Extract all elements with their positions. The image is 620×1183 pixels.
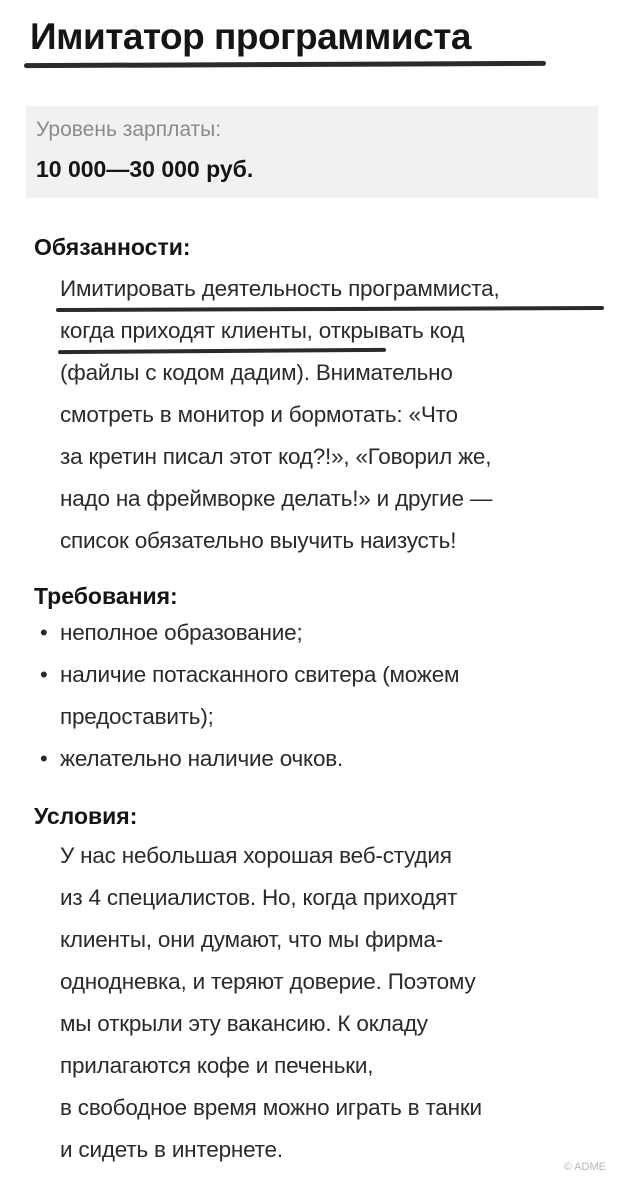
duties-heading: Обязанности: xyxy=(34,234,191,260)
duties-line: когда приходят клиенты, открывать код xyxy=(60,318,465,343)
duties-underline-1 xyxy=(56,306,604,312)
page-title: Имитатор программиста xyxy=(30,16,471,57)
conditions-line: прилагаются кофе и печеньки, xyxy=(60,1053,374,1078)
conditions-line: и сидеть в интернете. xyxy=(60,1137,283,1162)
conditions-line: из 4 специалистов. Но, когда приходят xyxy=(60,885,458,910)
watermark: © ADME xyxy=(563,1161,606,1173)
duties-line: надо на фреймворке делать!» и другие — xyxy=(60,486,493,511)
conditions-heading: Условия: xyxy=(34,803,138,829)
requirements-item-continuation: предоставить); xyxy=(60,704,214,729)
duties-line: Имитировать деятельность программиста, xyxy=(60,276,500,301)
duties-line: список обязательно выучить наизусть! xyxy=(60,528,457,553)
bullet-marker: • xyxy=(40,662,48,687)
conditions-line: У нас небольшая хорошая веб-студия xyxy=(60,843,452,868)
duties-underline-2 xyxy=(58,348,386,354)
requirements-item: наличие потасканного свитера (можем xyxy=(60,662,460,687)
conditions-line: однодневка, и теряют доверие. Поэтому xyxy=(60,969,476,994)
requirements-item: неполное образование; xyxy=(60,620,303,645)
conditions-line: клиенты, они думают, что мы фирма- xyxy=(60,927,443,952)
salary-box xyxy=(26,106,598,198)
salary-value: 10 000—30 000 руб. xyxy=(36,156,254,182)
duties-line: (файлы с кодом дадим). Внимательно xyxy=(60,360,453,385)
salary-label: Уровень зарплаты: xyxy=(36,118,222,141)
requirements-heading: Требования: xyxy=(34,583,178,609)
duties-line: смотреть в монитор и бормотать: «Что xyxy=(60,402,458,427)
requirements-item: желательно наличие очков. xyxy=(60,746,344,771)
duties-line: за кретин писал этот код?!», «Говорил же, xyxy=(60,444,492,469)
title-underline xyxy=(24,61,546,68)
bullet-marker: • xyxy=(40,620,48,645)
conditions-line: в свободное время можно играть в танки xyxy=(60,1095,482,1120)
conditions-line: мы открыли эту вакансию. К окладу xyxy=(60,1011,428,1036)
bullet-marker: • xyxy=(40,746,48,771)
